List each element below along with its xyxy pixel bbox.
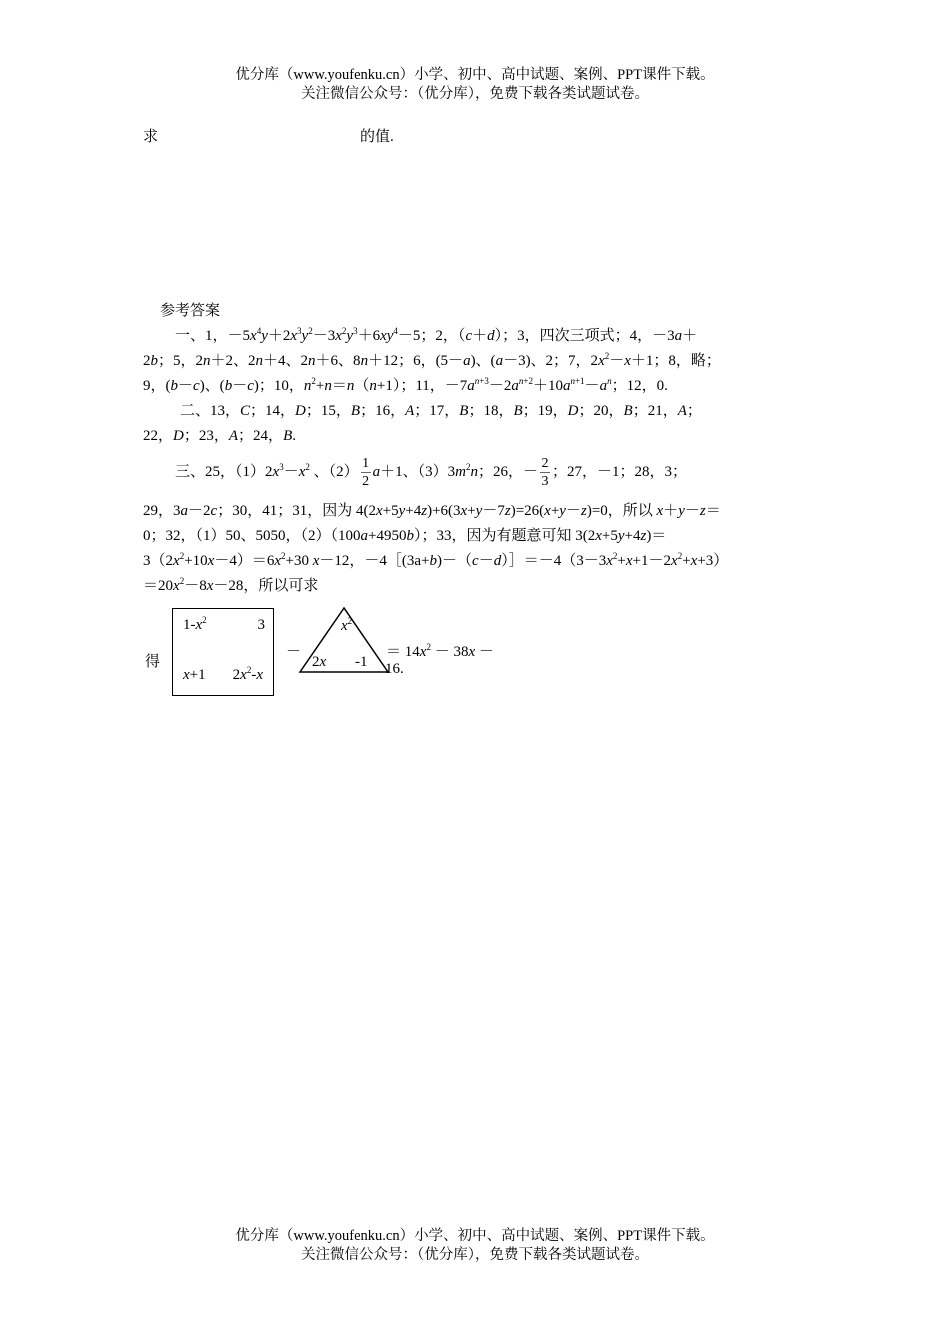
box-bottom-left: x+1 — [183, 667, 206, 683]
figure-result-tail: 16. — [385, 661, 404, 677]
answer-part3-line4: $3(2x^2+10x-4)=6x^2+30$ x－12，$-4[(3a+b)-(c-d)]=-4(3-3x^2+x+1-2x^2+x+3)$ — [143, 551, 729, 569]
box-bottom-right: $2x^2-x$ — [232, 665, 263, 683]
triangle-top: $x^2$ — [341, 616, 353, 634]
answers-title: 参考答案 — [160, 303, 221, 319]
figure-minus: － — [286, 644, 302, 660]
question-line — [143, 127, 394, 147]
triangle-bottom-right: -1 — [355, 654, 368, 670]
answer-part2-line2: 22，D；23，A；24，B. — [143, 428, 296, 444]
page-footer — [0, 1227, 950, 1265]
answer-part1-line3: 9，(b－c)、(b－c)；10，$n^2+n=n(n+1)$；11，$-7a^{n+3}-2a^{n+2}+10a^{n+1}-a^n$；12，0. — [143, 376, 668, 394]
answer-part3-line3: 0；32，（1）50、5050，（2）（100a+4950b）；33，因为有题意可知 3(2x+5y+4z)＝ — [143, 528, 667, 544]
number-box — [172, 608, 274, 696]
box-top-right: 3 — [257, 617, 265, 633]
question-tail: 的值. — [360, 129, 394, 145]
answer-part2-line1: 二、13，C；14，D；15，B；16，A；17，B；18，B；19，D；20，B；21，A； — [180, 403, 702, 419]
header-line-1: 优分库（www.youfenku.cn）小学、初中、高中试题、案例、PPT课件下载。 — [235, 67, 715, 83]
answer-part3-line5: $=20x^2-8x-28$，所以可求 — [143, 576, 319, 594]
answer-part1-line2: 2b；5，2n＋2、2n＋4、2n＋6、8n＋12；6，(5－a)、(a－3)、2；7，$2x^2-x+1$；8，略； — [143, 351, 721, 369]
figure-result: ＝ $14x^2 - 38x$ － — [386, 642, 494, 660]
box-top-left: $1-x^2$ — [183, 615, 207, 633]
answer-part1-line1: 一、1，$-5x^4y+2x^3y^2-3x^2y^3+6xy^4-5$；2，（c＋d）；3，四次三项式；4，－3a＋ — [175, 326, 698, 344]
header-line-2: 关注微信公众号：（优分库），免费下载各类试题试卷。 — [301, 86, 649, 102]
fraction-one-half: $\frac{1}{2}$ — [362, 456, 370, 490]
footer-line-2: 关注微信公众号：（优分库），免费下载各类试题试卷。 — [301, 1247, 649, 1263]
answer-part3-line1: 三、25，$(1)2x^3-x^2$ 、（2） $\frac{1}{2}$ a＋1、$(3)3m^2n$；26，－ $\frac{2}{3}$ ；27，－1；28，3； — [175, 456, 688, 490]
page-header — [0, 66, 950, 104]
footer-line-1: 优分库（www.youfenku.cn）小学、初中、高中试题、案例、PPT课件下载。 — [235, 1228, 715, 1244]
triangle-bottom-left: 2x — [312, 654, 327, 670]
answer-part3-line2: 29，3a－2c；30，41；31，因为 4(2x+5y+4z)+6(3x+y－7z)=26(x+y－z)=0，所以 x＋y－z＝ — [143, 503, 721, 519]
question-lead: 求 — [143, 129, 159, 145]
fraction-two-thirds: $\frac{2}{3}$ — [541, 456, 549, 490]
figure-lead: 得 — [145, 654, 161, 670]
